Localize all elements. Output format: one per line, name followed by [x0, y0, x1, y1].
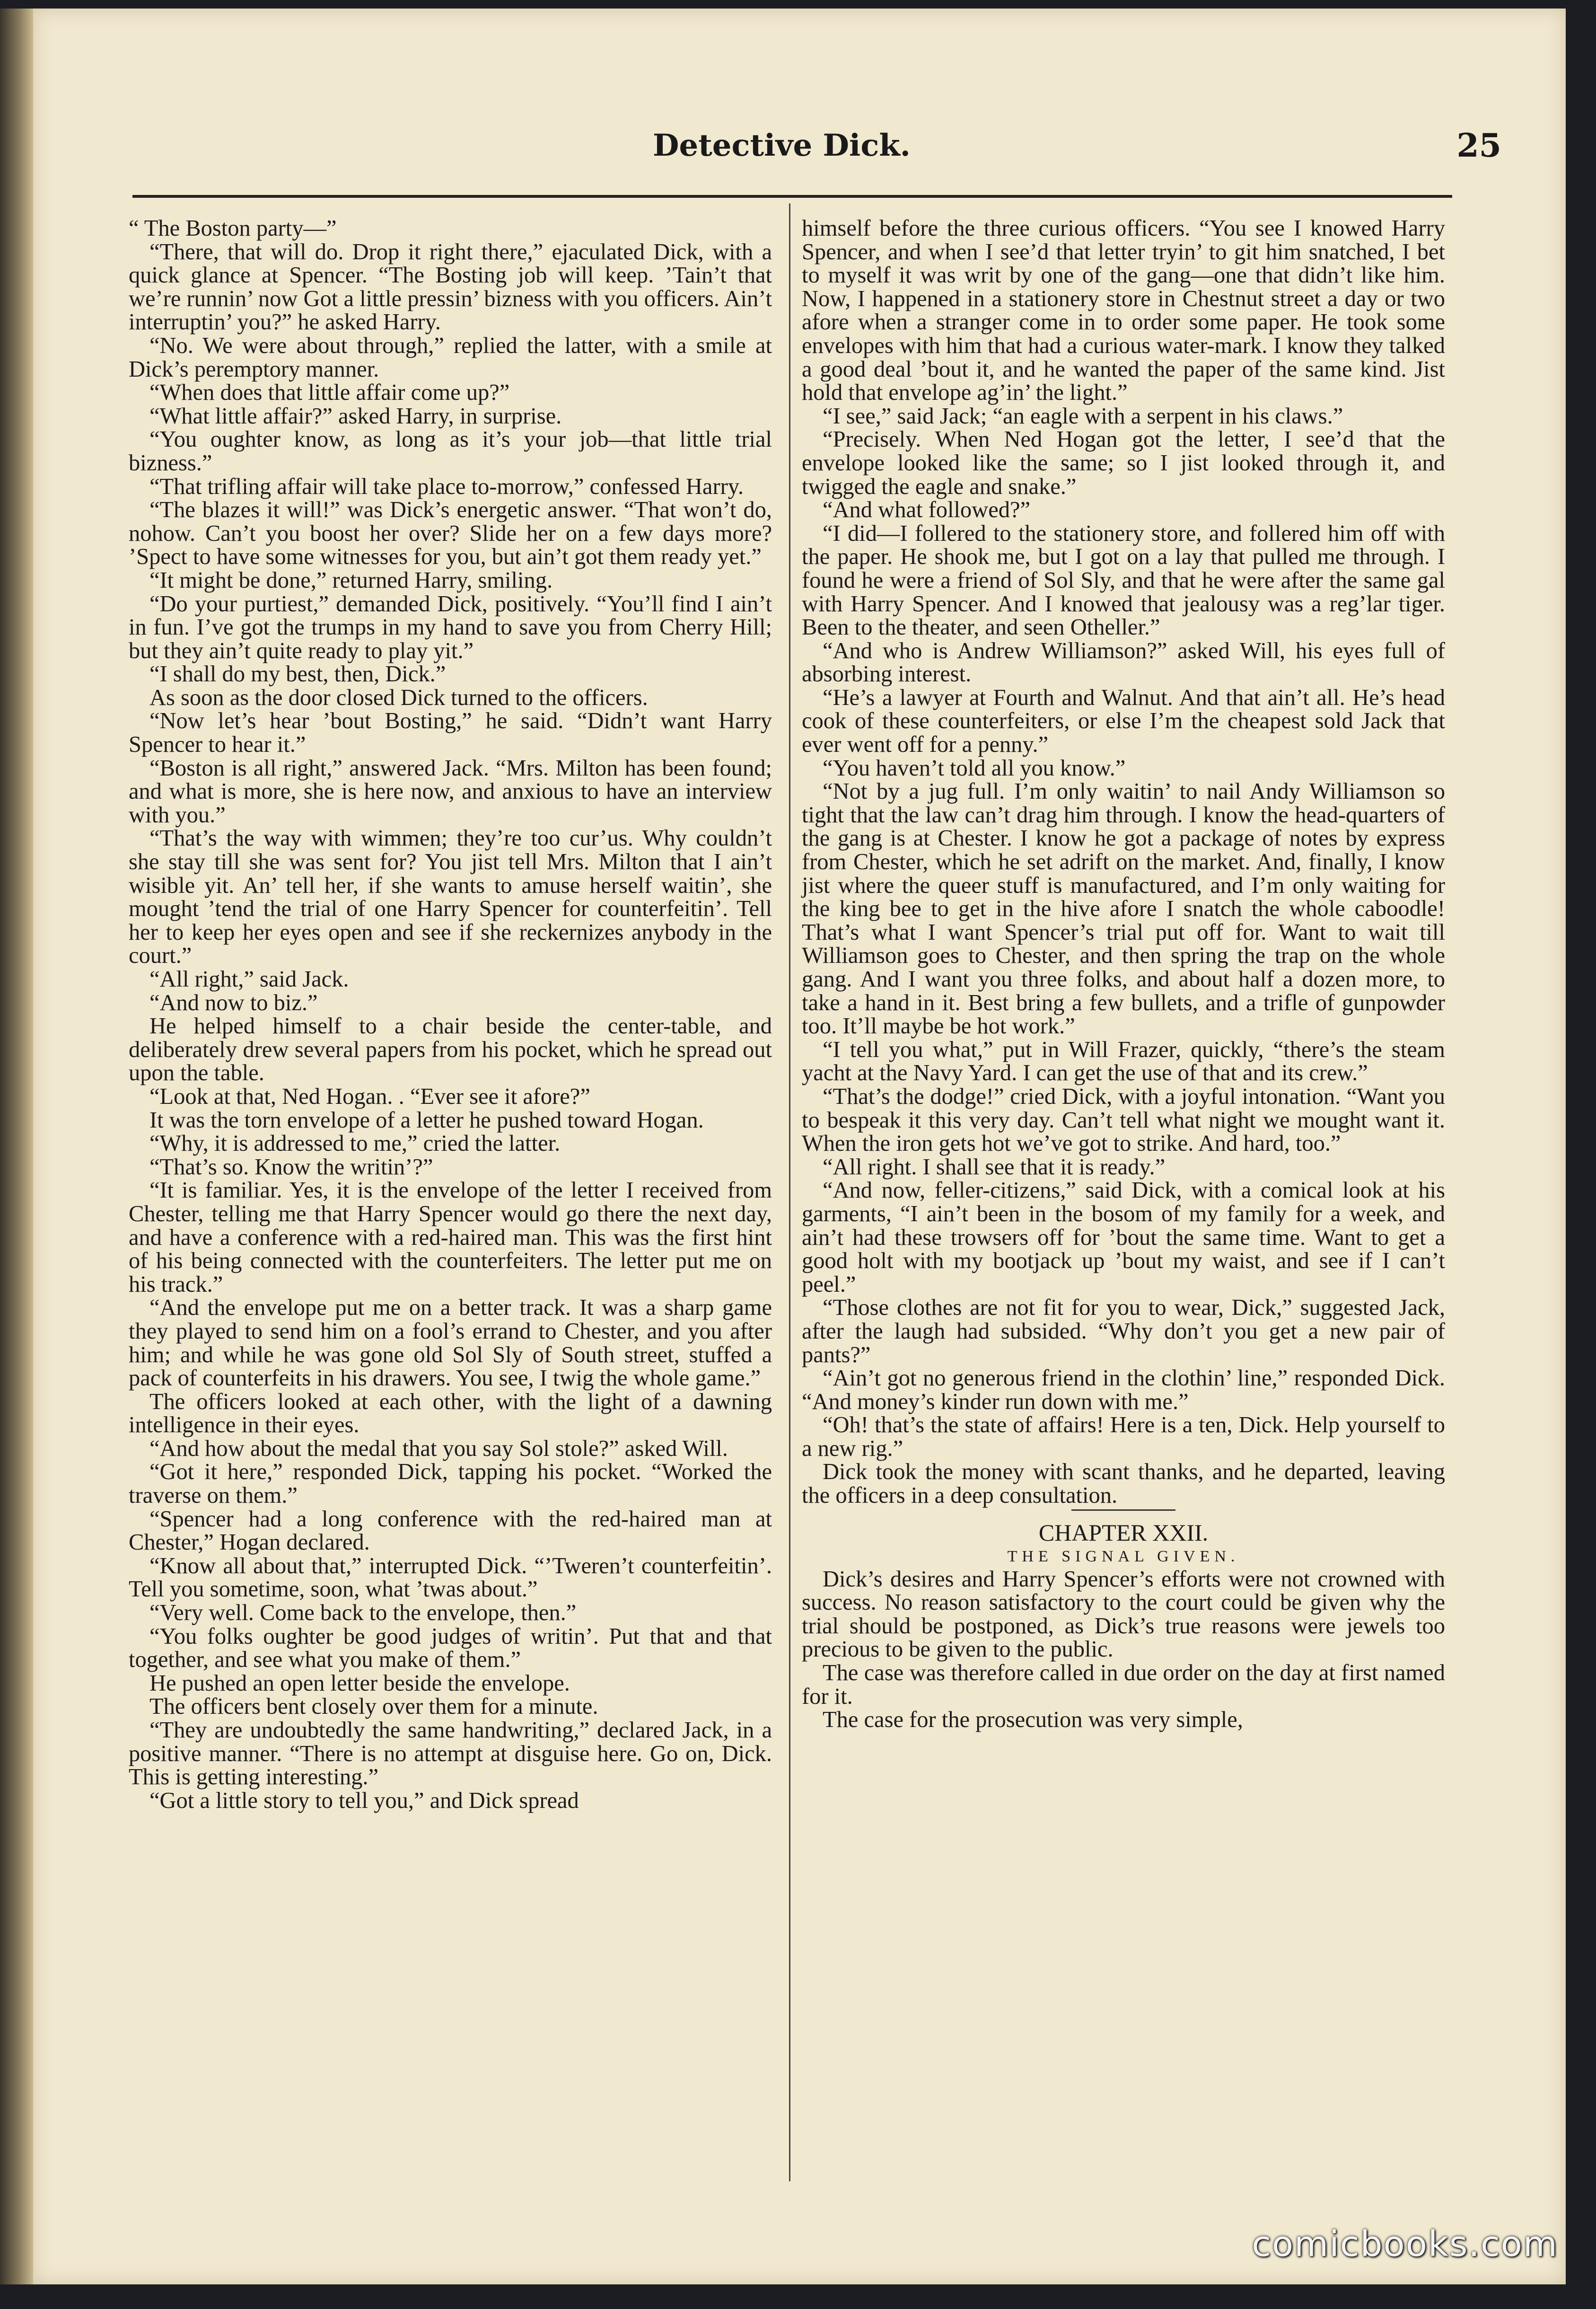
paragraph: Dick’s desires and Harry Spencer’s efforts were not crowned with success. No reason satisfactory to the court could be given why the trial should be postponed, as Dick’s true reasons were jewels too precious to be given to the public.	[802, 1566, 1445, 1662]
book-spine-shadow	[0, 9, 33, 2284]
paragraph: “You haven’t told all you know.”	[823, 755, 1126, 781]
paragraph: himself before the three curious officers. “You see I knowed Harry Spencer, and when I see’d that letter tryin’ to git him snatched, I bet to myself it was writ by one of the gang—one that didn’t like him. Now, I happened in a stationery store in Chestnut street a day or two afore when a stranger come in to order some paper. He took some envelopes with him that had a curious water-mark. I know they talked a good deal ’bout it, and he wanted the paper of the same kind. Jist hold that envelope ag’in’ the light.”	[802, 216, 1445, 405]
paragraph: “There, that will do. Drop it right there,” ejaculated Dick, with a quick glance at Spencer. “The Bosting job will keep. ’Tain’t that we’re runnin’ now Got a little pressin’ bizness with you officers. Ain’t interruptin’ you?” he asked Harry.	[129, 239, 772, 335]
paragraph: “Got it here,” responded Dick, tapping his pocket. “Worked the traverse on them.”	[129, 1459, 772, 1508]
paragraph: “They are undoubtedly the same handwriting,” declared Jack, in a positive manner. “There is no attempt at disguise here. Go on, Dick. This is getting interesting.”	[129, 1718, 772, 1790]
page-number: 25	[1456, 127, 1501, 165]
paragraph: The officers bent closely over them for a minute.	[149, 1694, 598, 1719]
paragraph: “Boston is all right,” answered Jack. “Mrs. Milton has been found; and what is more, she is here now, and anxious to have an interview with you.”	[129, 755, 772, 828]
paragraph: “And the envelope put me on a better track. It was a sharp game they played to send him on a fool’s errand to Chester, and you after him; and while he was gone old Sol Sly of South street, stuffed a pack of counterfeits in his drawers. You see, I twig the whole game.”	[129, 1295, 772, 1391]
paragraph: The case was therefore called in due order on the day at first named for it.	[802, 1660, 1445, 1709]
paragraph: “And now, feller-citizens,” said Dick, with a comical look at his garments, “I ain’t been in the bosom of my family for a week, and ain’t had these trowsers off for ’bout the same time. Want to get a good holt with my bootjack up ’bout my waist, and see if I can’t peel.”	[802, 1178, 1445, 1297]
paragraph: “I see,” said Jack; “an eagle with a serpent in his claws.”	[823, 403, 1343, 429]
paragraph: “That’s so. Know the writin’?”	[149, 1154, 433, 1180]
chapter-rule	[1071, 1509, 1175, 1511]
paragraph: “Not by a jug full. I’m only waitin’ to nail Andy Williamson so tight that the law can’t drag him through. I know the head-quarters of the gang is at Chester. I know he got a package of notes by express from Chester, which he set adrift on the market. And, finally, I know jist where the queer stuff is manufactured, and I’m only waiting for the king bee to get in the hive afore I snatch the whole caboodle! That’s what I want Spencer’s trial put off for. Want to wait till Williamson goes to Chester, and then spring the trap on the whole gang. And I want you three folks, and about half a dozen more, to take a hand in it. Best bring a few bullets, and a trifle of gunpowder too. It’ll maybe be hot work.”	[802, 779, 1445, 1039]
paragraph: “That’s the way with wimmen; they’re too cur’us. Why couldn’t she stay till she was sent for? You jist tell Mrs. Milton that I ain’t wisible yit. An’ tell her, if she wants to amuse herself waitin’, she mought ’tend the trial of one Harry Spencer for counterfeitin’. Tell her to keep her eyes open and see if she reckernizes anybody in the court.”	[129, 826, 772, 969]
paragraph: “The blazes it will!” was Dick’s energetic answer. “That won’t do, nohow. Can’t you boost her over? Slide her on a few days more? ’Spect to have some witnesses for you, but ain’t got them ready yet.”	[129, 497, 772, 570]
paragraph: “I did—I follered to the stationery store, and follered him off with the paper. He shook me, but I got on a lay that pulled me through. I found he were a friend of Sol Sly, and that he were after the same gal with Harry Spencer. And I knowed that jealousy was a reg’lar tiger. Been to the theater, and seen Otheller.”	[802, 520, 1445, 640]
paragraph: “Oh! that’s the state of affairs! Here is a ten, Dick. Help yourself to a new rig.”	[802, 1412, 1445, 1461]
column-divider	[789, 203, 790, 2181]
paragraph: Dick took the money with scant thanks, and he departed, leaving the officers in a deep consultation.	[802, 1459, 1445, 1508]
paragraph: “ The Boston party—”	[129, 216, 337, 241]
paragraph: The case for the prosecution was very simple,	[823, 1707, 1243, 1733]
paragraph: “And what followed?”	[823, 497, 1031, 523]
running-title: Detective Dick.	[653, 128, 911, 163]
right-column	[802, 217, 1445, 1732]
paragraph: “That trifling affair will take place to-morrow,” confessed Harry.	[149, 474, 744, 499]
paragraph: “He’s a lawyer at Fourth and Walnut. And that ain’t all. He’s head cook of these counterfeiters, or else I’m the cheapest sold Jack that ever went off for a penny.”	[802, 685, 1445, 758]
paragraph: “Those clothes are not fit for you to wear, Dick,” suggested Jack, after the laugh had subsided. “Why don’t you get a new pair of pants?”	[802, 1295, 1445, 1367]
paragraph: “When does that little affair come up?”	[149, 380, 510, 405]
paragraph: “Now let’s hear ’bout Bosting,” he said. “Didn’t want Harry Spencer to hear it.”	[129, 708, 772, 758]
paragraph: “No. We were about through,” replied the latter, with a smile at Dick’s peremptory manner.	[129, 333, 772, 382]
paragraph: It was the torn envelope of a letter he pushed toward Hogan.	[149, 1107, 704, 1133]
paragraph: “And who is Andrew Williamson?” asked Will, his eyes full of absorbing interest.	[802, 638, 1445, 687]
paragraph: “Ain’t got no generous friend in the clothin’ line,” responded Dick. “And money’s kinder run down with me.”	[802, 1366, 1445, 1414]
paragraph: “Precisely. When Ned Hogan got the letter, I see’d that the envelope looked like the same; so I jist looked through it, and twigged the eagle and snake.”	[802, 427, 1445, 499]
paragraph: He pushed an open letter beside the envelope.	[149, 1670, 570, 1696]
paragraph: “And how about the medal that you say Sol stole?” asked Will.	[149, 1436, 728, 1461]
paragraph: “You folks oughter be good judges of writin’. Put that and that together, and see what you make of them.”	[129, 1623, 772, 1673]
paragraph: “Do your purtiest,” demanded Dick, positively. “You’ll find I ain’t in fun. I’ve got the trumps in my hand to save you from Cherry Hill; but they ain’t quite ready to play yit.”	[129, 591, 772, 663]
paragraph: “Spencer had a long conference with the red-haired man at Chester,” Hogan declared.	[129, 1506, 772, 1555]
left-column	[129, 217, 772, 1812]
header-rule	[132, 195, 1452, 198]
paragraph: “That’s the dodge!” cried Dick, with a joyful intonation. “Want you to bespeak it this very day. Can’t tell what night we mought want it. When the iron gets hot we’ve got to strike. And hard, too.”	[802, 1084, 1445, 1156]
chapter-subtitle: THE SIGNAL GIVEN.	[1007, 1547, 1240, 1565]
paragraph: “Look at that, Ned Hogan. . “Ever see it afore?”	[149, 1084, 590, 1109]
paragraph: “Why, it is addressed to me,” cried the latter.	[149, 1131, 561, 1156]
paragraph: “All right. I shall see that it is ready.”	[823, 1154, 1166, 1180]
paragraph: “Got a little story to tell you,” and Dick spread	[149, 1788, 579, 1813]
paragraph: “You oughter know, as long as it’s your job—that little trial bizness.”	[129, 427, 772, 476]
paragraph: “It might be done,” returned Harry, smiling.	[149, 567, 553, 593]
chapter-heading: CHAPTER XXII.	[1038, 1519, 1209, 1546]
paragraph: “What little affair?” asked Harry, in surprise.	[149, 403, 562, 429]
paragraph: “Very well. Come back to the envelope, then.”	[149, 1600, 577, 1626]
paragraph: The officers looked at each other, with the light of a dawning intelligence in their eyes.	[129, 1389, 772, 1438]
paragraph: “I shall do my best, then, Dick.”	[149, 661, 446, 687]
paragraph: As soon as the door closed Dick turned to the officers.	[149, 685, 648, 710]
paragraph: “And now to biz.”	[149, 990, 318, 1015]
paragraph: “I tell you what,” put in Will Frazer, quickly, “there’s the steam yacht at the Navy Yard. I can get the use of that and its crew.”	[802, 1037, 1445, 1086]
paragraph: He helped himself to a chair beside the center-table, and deliberately drew several papers from his pocket, which he spread out upon the table.	[129, 1013, 772, 1086]
watermark: comicbooks.com	[1252, 2224, 1558, 2265]
paragraph: “Know all about that,” interrupted Dick. “’Tweren’t counterfeitin’. Tell you sometime, soon, what ’twas about.”	[129, 1553, 772, 1602]
paragraph: “It is familiar. Yes, it is the envelope of the letter I received from Chester, telling me that Harry Spencer would go there the next day, and have a conference with a red-haired man. This was the first hint of his being connected with the counterfeiters. The letter put me on his track.”	[129, 1178, 772, 1297]
paragraph: “All right,” said Jack.	[149, 967, 349, 992]
